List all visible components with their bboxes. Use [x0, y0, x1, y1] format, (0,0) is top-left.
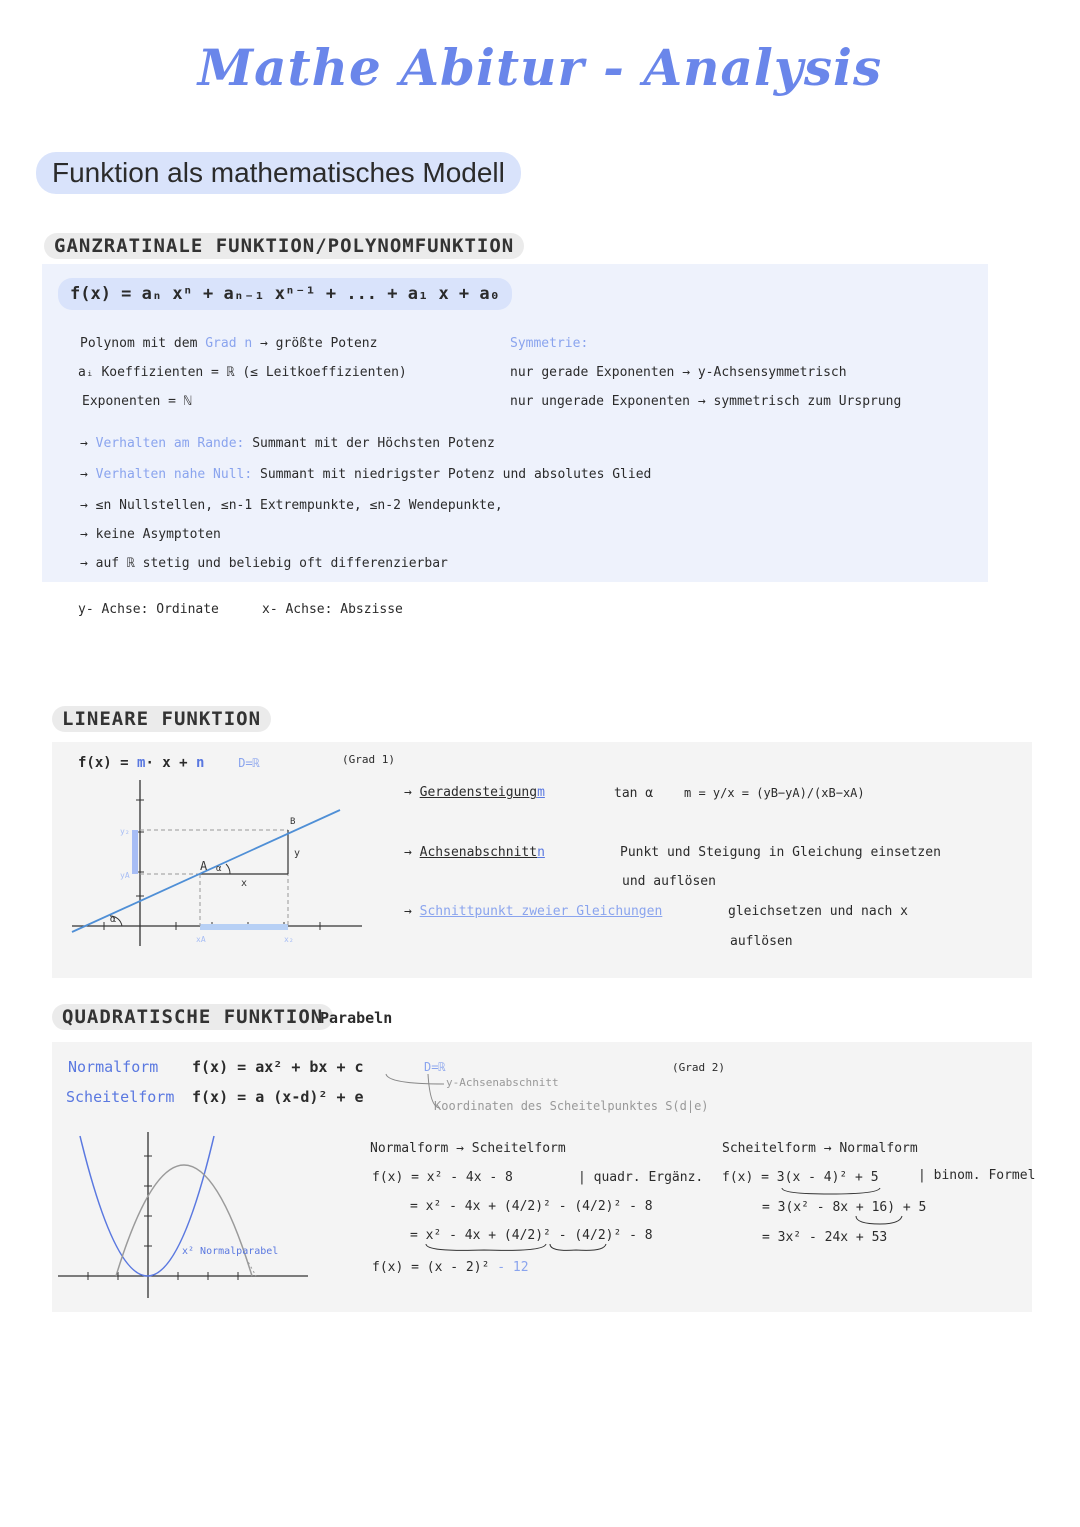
linear-formula: f(x) = m· x + n D=ℝ: [78, 755, 260, 771]
nf-label: Normalform: [68, 1058, 159, 1076]
linear-row-3-text-2: auflösen: [730, 934, 793, 949]
poly-line3: Exponenten = ℕ: [82, 394, 192, 409]
label-point-a: A: [200, 859, 208, 873]
poly-header: GANZRATINALE FUNKTION/POLYNOMFUNKTION: [44, 233, 524, 259]
x-axis-note: x- Achse: Abszisse: [262, 602, 403, 617]
sf-step-2: = 3(x² - 8x + 16) + 5: [762, 1200, 927, 1215]
nf-formula: f(x) = ax² + bx + c: [192, 1058, 364, 1076]
quad-note-arrows: [384, 1070, 444, 1114]
linear-row-2-text-1: Punkt und Steigung in Gleichung einsetzen: [620, 845, 941, 860]
linear-row-2: → Achsenabschnittn: [404, 845, 545, 860]
quad-grad: (Grad 2): [672, 1061, 725, 1074]
label-ya: yA: [120, 871, 130, 880]
label-xb: x₂: [284, 935, 294, 944]
sym-line1: nur gerade Exponenten → y-Achsensymmetrisch: [510, 365, 847, 380]
quad-header: QUADRATISCHE FUNKTION: [52, 1004, 333, 1030]
label-alpha-2: α: [216, 864, 222, 874]
nf-braces: [424, 1242, 608, 1256]
linear-header: LINEARE FUNKTION: [52, 706, 271, 732]
sym-title: Symmetrie:: [510, 336, 589, 351]
quad-note-1: y-Achsenabschnitt: [446, 1076, 559, 1089]
poly-bullet-2: → Verhalten nahe Null: Summant mit niedrigster Potenz und absolutes Glied: [80, 467, 652, 482]
label-y: y: [294, 848, 301, 859]
nf-step-1: f(x) = x² - 4x - 8: [372, 1170, 513, 1185]
y-axis-note: y- Achse: Ordinate: [78, 602, 219, 617]
poly-line1: Polynom mit dem Grad n → größte Potenz: [80, 336, 378, 351]
linear-graph: [66, 776, 366, 956]
poly-bullet-5: → auf ℝ stetig und beliebig oft differenzierbar: [80, 556, 448, 571]
nf-to-sf-title: Normalform → Scheitelform: [370, 1141, 566, 1156]
label-yb: y₂: [120, 827, 130, 836]
sf-braces: [780, 1186, 904, 1230]
parabola-label: x² Normalparabel: [182, 1246, 279, 1257]
nf-step-2: = x² - 4x + (4/2)² - (4/2)² - 8: [410, 1199, 653, 1214]
nf-step-1-note: | quadr. Ergänz.: [578, 1170, 704, 1185]
linear-row-1: → Geradensteigungm: [404, 785, 545, 800]
y-segment: [132, 830, 138, 874]
sym-line2: nur ungerade Exponenten → symmetrisch zum Ursprung: [510, 394, 902, 409]
label-alpha: α: [110, 914, 117, 925]
quad-subtitle: Parabeln: [320, 1009, 393, 1027]
x-segment: [200, 924, 288, 930]
page-title: Mathe Abitur - Analysis: [197, 38, 883, 97]
sf-to-nf-title: Scheitelform → Normalform: [722, 1141, 918, 1156]
linear-tan: tan α: [614, 786, 654, 801]
poly-bullet-3: → ≤n Nullstellen, ≤n-1 Extrempunkte, ≤n-2 Wendepunkte,: [80, 498, 503, 513]
section-title: Funktion als mathematisches Modell: [36, 152, 521, 194]
nf-step-4: f(x) = (x - 2)² - 12: [372, 1260, 529, 1275]
quad-domain: D=ℝ: [424, 1060, 446, 1074]
quad-note-2: Koordinaten des Scheitelpunktes S(d|e): [434, 1099, 709, 1113]
linear-row-3-text-1: gleichsetzen und nach x: [728, 904, 909, 919]
label-point-b: B: [290, 817, 296, 827]
sf-step-1-note: | binom. Formel: [918, 1168, 1036, 1183]
poly-bullet-4: → keine Asymptoten: [80, 527, 221, 542]
sf-label: Scheitelform: [66, 1088, 175, 1106]
nf-step-3: = x² - 4x + (4/2)² - (4/2)² - 8: [410, 1228, 653, 1243]
shifted-parabola: [116, 1165, 252, 1276]
label-xa: xA: [196, 935, 206, 944]
label-x: x: [241, 878, 248, 889]
linear-grad: (Grad 1): [342, 753, 395, 766]
linear-row-3: → Schnittpunkt zweier Gleichungen: [404, 904, 663, 919]
poly-bullet-1: → Verhalten am Rande: Summant mit der Höchsten Potenz: [80, 436, 495, 451]
linear-slope-formula: m = y/x = (yB−yA)/(xB−xA): [684, 786, 865, 800]
sf-step-3: = 3x² - 24x + 53: [762, 1230, 888, 1245]
quad-graph: [56, 1128, 316, 1300]
linear-row-2-text-2: und auflösen: [622, 874, 716, 889]
poly-line2: aᵢ Koeffizienten = ℝ (≤ Leitkoeffizienten): [78, 365, 407, 380]
sf-formula: f(x) = a (x-d)² + e: [192, 1088, 364, 1106]
poly-formula: f(x) = aₙ xⁿ + aₙ₋₁ xⁿ⁻¹ + ... + a₁ x + a₀: [58, 278, 512, 310]
sf-step-1: f(x) = 3(x - 4)² + 5: [722, 1170, 879, 1185]
